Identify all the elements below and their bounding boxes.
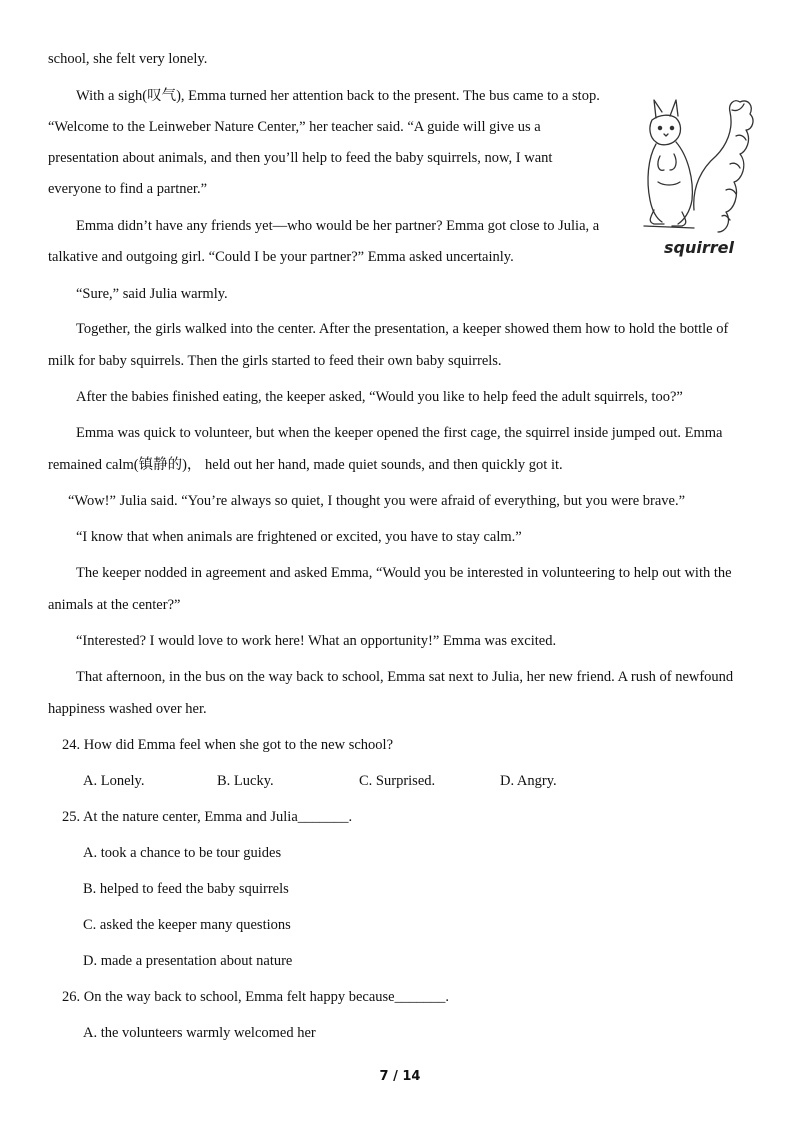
page-number: 7 / 14 [379, 1069, 421, 1084]
passage-line: talkative and outgoing girl. “Could I be your partner?” Emma asked uncertainly. [48, 249, 514, 265]
passage-line: “Wow!” Julia said. “You’re always so quiet, I thought you were afraid of everything, but you were brave.” [68, 493, 686, 509]
passage-line: After the babies finished eating, the keeper asked, “Would you like to help feed the adult squirrels, too?” [76, 389, 683, 405]
passage-line: school, she felt very lonely. [48, 51, 208, 67]
passage-line: The keeper nodded in agreement and asked Emma, “Would you be interested in volunteering to help out with the [76, 565, 732, 581]
passage-line: “Interested? I would love to work here! What an opportunity!” Emma was excited. [76, 633, 557, 649]
squirrel-illustration-icon [634, 90, 762, 260]
question-stem: 24. How did Emma feel when she got to the new school? [62, 737, 394, 753]
option-a: A. Lonely. [83, 773, 145, 789]
option-c: C. Surprised. [359, 773, 436, 789]
option-b: B. Lucky. [217, 773, 274, 789]
option-d: D. made a presentation about nature [83, 953, 293, 969]
passage-line: Emma was quick to volunteer, but when the keeper opened the first cage, the squirrel inside jumped out. Emma [76, 425, 723, 441]
question-options-row [0, 772, 800, 790]
passage-line: milk for baby squirrels. Then the girls started to feed their own baby squirrels. [48, 353, 502, 369]
passage-line: presentation about animals, and then you’ll help to feed the baby squirrels, now, I want [48, 150, 553, 166]
question-stem: 26. On the way back to school, Emma felt happy because_______. [62, 989, 449, 1005]
passage-line: “Sure,” said Julia warmly. [76, 286, 228, 302]
question-stem: 25. At the nature center, Emma and Julia_______. [62, 809, 353, 825]
option-b: B. helped to feed the baby squirrels [83, 881, 289, 897]
passage-line: happiness washed over her. [48, 701, 207, 717]
figure-caption: squirrel [664, 238, 734, 257]
passage-line: That afternoon, in the bus on the way back to school, Emma sat next to Julia, her new friend. A rush of newfound [76, 669, 734, 685]
option-a: A. took a chance to be tour guides [83, 845, 282, 861]
passage-line: “Welcome to the Leinweber Nature Center,” her teacher said. “A guide will give us a [48, 119, 541, 135]
passage-line: Together, the girls walked into the center. After the presentation, a keeper showed them how to hold the bottle of [76, 321, 729, 337]
passage-line: With a sigh(叹气), Emma turned her attention back to the present. The bus came to a stop. [76, 88, 600, 104]
passage-line: “I know that when animals are frightened or excited, you have to stay calm.” [76, 529, 522, 545]
passage-line: everyone to find a partner.” [48, 181, 208, 197]
option-d: D. Angry. [500, 773, 557, 789]
option-a: A. the volunteers warmly welcomed her [83, 1025, 316, 1041]
passage-line: animals at the center?” [48, 597, 181, 613]
passage-line: remained calm(镇静的)， held out her hand, made quiet sounds, and then quickly got it. [48, 457, 563, 473]
option-c: C. asked the keeper many questions [83, 917, 291, 933]
passage-line: Emma didn’t have any friends yet—who would be her partner? Emma got close to Julia, a [76, 218, 600, 234]
